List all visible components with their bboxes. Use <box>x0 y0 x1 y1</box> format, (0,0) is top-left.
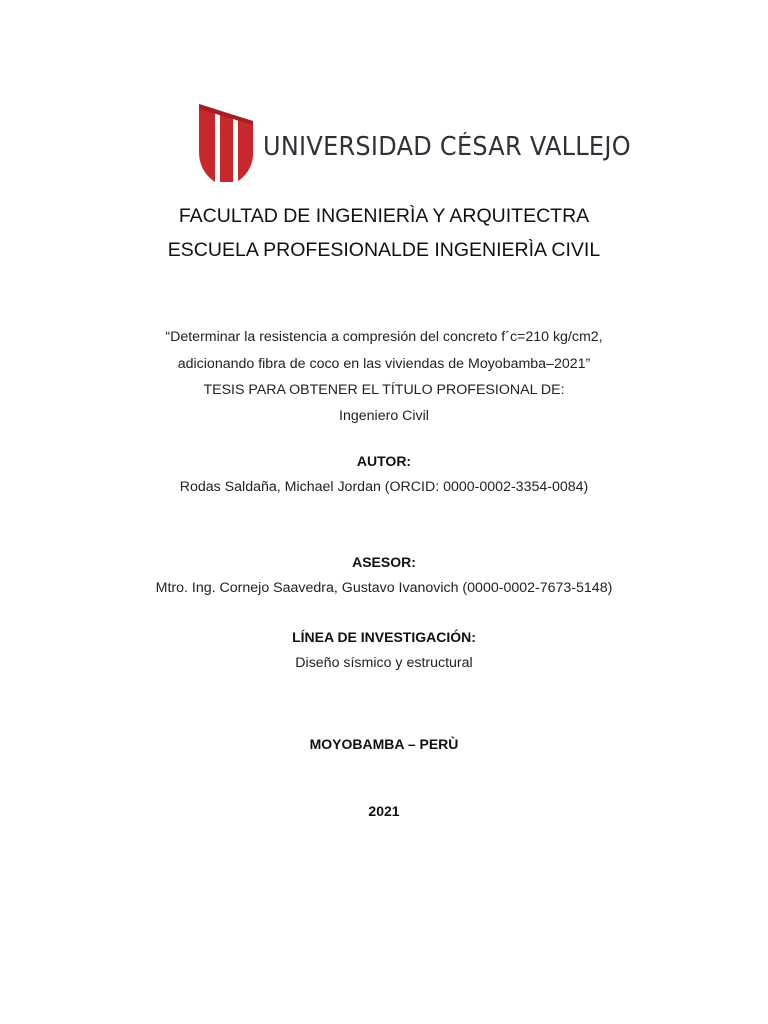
degree-label: TESIS PARA OBTENER EL TÍTULO PROFESIONAL DE: <box>203 382 565 398</box>
advisor-value: Mtro. Ing. Cornejo Saavedra, Gustavo Ivanovich (0000-0002-7673-5148) <box>155 580 613 596</box>
research-line-value: Diseño sísmico y estructural <box>295 655 473 671</box>
degree-name: Ingeniero Civil <box>339 408 429 424</box>
school-name: ESCUELA PROFESIONALDE INGENIERÌA CIVIL <box>167 239 601 261</box>
thesis-title-line-2: adicionando fibra de coco en las viviendas de Moyobamba–2021” <box>177 356 591 372</box>
place: MOYOBAMBA – PERÙ <box>309 736 459 752</box>
advisor-label: ASESOR: <box>352 554 416 570</box>
research-line-label: LÍNEA DE INVESTIGACIÓN: <box>292 629 476 645</box>
university-logo <box>199 104 631 182</box>
university-shield-icon <box>199 104 253 182</box>
author-value: Rodas Saldaña, Michael Jordan (ORCID: 0000-0002-3354-0084) <box>179 479 589 495</box>
university-name: UNIVERSIDAD CÉSAR VALLEJO <box>263 132 631 162</box>
author-label: AUTOR: <box>356 453 412 469</box>
thesis-title-line-1: “Determinar la resistencia a compresión del concreto f´c=210 kg/cm2, <box>165 329 603 345</box>
year: 2021 <box>368 803 400 819</box>
faculty-name: FACULTAD DE INGENIERÌA Y ARQUITECTRA <box>178 205 590 227</box>
